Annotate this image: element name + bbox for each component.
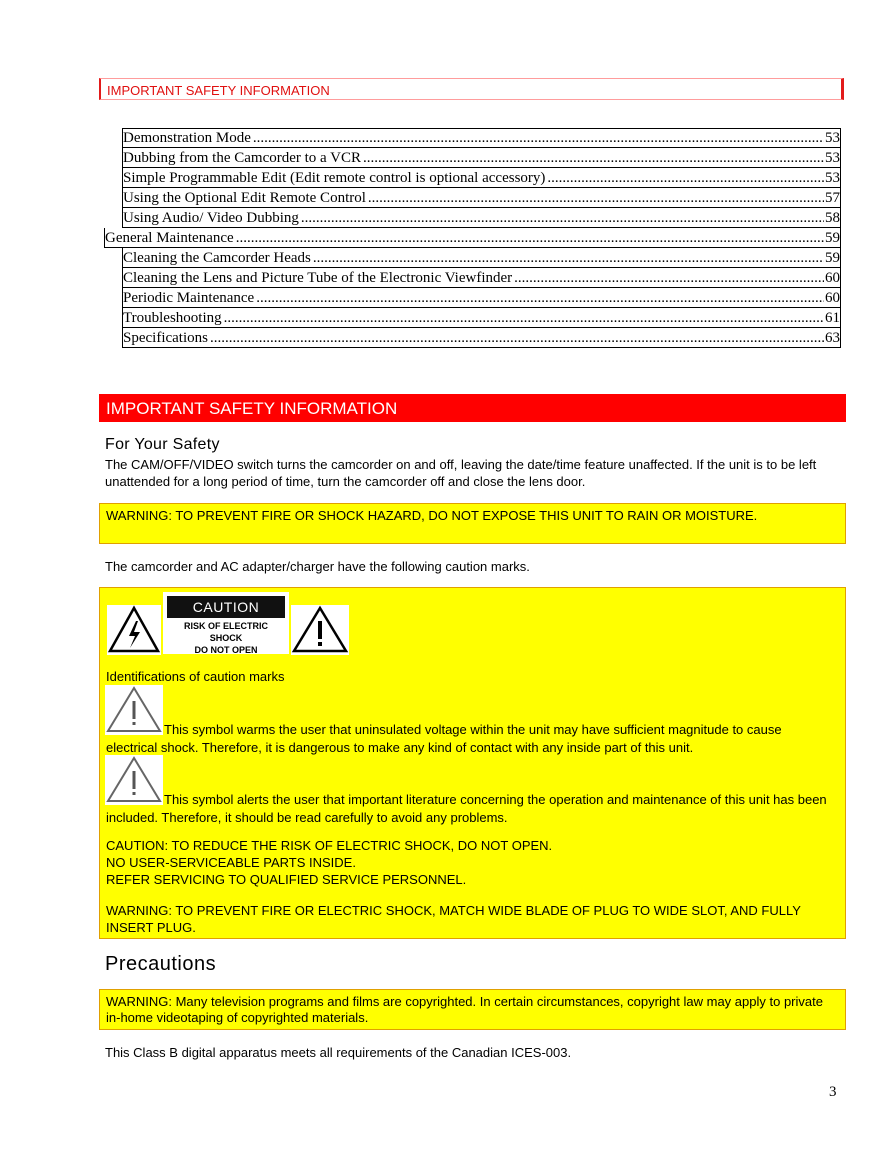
- symbol1-description: This symbol warms the user that uninsulated voltage within the unit may have sufficient magnitude to cause electrical shock. Therefore, it is dangerous to make any kind of contact with any inside part of this unit.: [106, 722, 782, 755]
- electric-shock-warning-icon: [107, 605, 161, 655]
- toc-leader-dots: [256, 289, 824, 307]
- toc-entry-page: 53: [825, 170, 840, 186]
- toc-leader-dots: [547, 169, 824, 187]
- toc-entry-title: Demonstration Mode: [123, 130, 251, 146]
- warning-box-moisture: [99, 503, 846, 544]
- toc-entry[interactable]: [122, 188, 841, 208]
- toc-entry[interactable]: [122, 308, 841, 328]
- running-header: [99, 78, 844, 100]
- toc-entry[interactable]: [122, 288, 841, 308]
- toc-entry[interactable]: [122, 328, 841, 348]
- toc-entry-page: 57: [825, 190, 840, 206]
- caution-intro: The camcorder and AC adapter/charger have the following caution marks.: [105, 559, 530, 574]
- caution-line: CAUTION: TO REDUCE THE RISK OF ELECTRIC SHOCK, DO NOT OPEN.: [106, 838, 553, 853]
- toc-entry-page: 60: [825, 270, 840, 286]
- caution-label-subtext: [167, 620, 285, 656]
- toc-entry[interactable]: [122, 248, 841, 268]
- exclamation-warning-icon: [291, 605, 349, 655]
- toc-entry[interactable]: [122, 268, 841, 288]
- page-number: 3: [829, 1084, 837, 1100]
- toc-entry-title: Simple Programmable Edit (Edit remote control is optional accessory): [123, 170, 546, 186]
- toc-entry[interactable]: [122, 148, 841, 168]
- toc-leader-dots: [514, 269, 824, 287]
- caution-marks-box: [99, 587, 846, 939]
- toc-entry[interactable]: [122, 208, 841, 228]
- caution-line: NO USER-SERVICEABLE PARTS INSIDE.: [106, 855, 356, 870]
- toc-entry-title: Using the Optional Edit Remote Control: [123, 190, 366, 206]
- toc-entry-page: 60: [825, 290, 840, 306]
- toc-entry-page: 53: [825, 130, 840, 146]
- symbol2-description: This symbol alerts the user that important literature concerning the operation and maintenance of this unit has been included. Therefore, it should be read carefully to avoid any problems.: [106, 792, 827, 825]
- toc-entry-title: Cleaning the Camcorder Heads: [123, 250, 311, 266]
- toc-leader-dots: [210, 329, 824, 347]
- caution-label-line2: DO NOT OPEN: [194, 645, 258, 655]
- caution-label-title: CAUTION: [167, 596, 285, 618]
- toc-entry-title: Troubleshooting: [123, 310, 222, 326]
- toc-leader-dots: [253, 129, 824, 147]
- caution-label-icon: [163, 592, 289, 654]
- toc-entry-title: Dubbing from the Camcorder to a VCR: [123, 150, 362, 166]
- toc-entry[interactable]: [122, 128, 841, 148]
- toc-entry-title: Specifications: [123, 330, 208, 346]
- toc-entry[interactable]: [104, 228, 841, 248]
- toc-leader-dots: [313, 249, 824, 267]
- toc-entry-page: 61: [825, 310, 840, 326]
- toc-entry-page: 59: [825, 250, 840, 266]
- class-b-statement: This Class B digital apparatus meets all requirements of the Canadian ICES-003.: [105, 1045, 572, 1060]
- toc-leader-dots: [224, 309, 824, 327]
- identifications-label: Identifications of caution marks: [106, 669, 285, 684]
- warning-box-copyright: [99, 989, 846, 1030]
- toc-entry-title: Periodic Maintenance: [123, 290, 255, 306]
- toc-leader-dots: [236, 229, 824, 247]
- warning-text-copyright: WARNING: Many television programs and films are copyrighted. In certain circumstances, copyright law may apply to private in-home videotaping of copyrighted materials.: [106, 994, 823, 1025]
- toc-entry-title: Cleaning the Lens and Picture Tube of the Electronic Viewfinder: [123, 270, 513, 286]
- safety-heading: For Your Safety: [105, 436, 220, 453]
- running-header-title: IMPORTANT SAFETY INFORMATION: [107, 83, 330, 98]
- toc-leader-dots: [301, 209, 824, 227]
- caution-statement: [106, 837, 836, 888]
- warning-text-moisture: WARNING: TO PREVENT FIRE OR SHOCK HAZARD, DO NOT EXPOSE THIS UNIT TO RAIN OR MOISTURE.: [106, 508, 758, 523]
- toc-entry-page: 53: [825, 150, 840, 166]
- toc-entry-title: Using Audio/ Video Dubbing: [123, 210, 299, 226]
- warning-text-plug: WARNING: TO PREVENT FIRE OR ELECTRIC SHOCK, MATCH WIDE BLADE OF PLUG TO WIDE SLOT, AND FULLY INSERT PLUG.: [106, 903, 801, 935]
- safety-paragraph: The CAM/OFF/VIDEO switch turns the camcorder on and off, leaving the date/time feature unaffected. If the unit is to be left unattended for a long period of time, turn the camcorder off and close the lens door.: [105, 457, 817, 489]
- section-title: IMPORTANT SAFETY INFORMATION: [106, 399, 398, 418]
- toc-leader-dots: [368, 189, 824, 207]
- toc-leader-dots: [363, 149, 824, 167]
- caution-label-line1: RISK OF ELECTRIC SHOCK: [183, 621, 268, 643]
- toc-entry-page: 58: [825, 210, 840, 226]
- toc-entry-title: General Maintenance: [105, 230, 234, 246]
- toc-entry-page: 63: [825, 330, 840, 346]
- toc-entry[interactable]: [122, 168, 841, 188]
- toc-entry-page: 59: [825, 230, 840, 246]
- caution-line: REFER SERVICING TO QUALIFIED SERVICE PERSONNEL.: [106, 872, 467, 887]
- precautions-heading: Precautions: [105, 953, 217, 975]
- section-title-bar: [99, 394, 846, 422]
